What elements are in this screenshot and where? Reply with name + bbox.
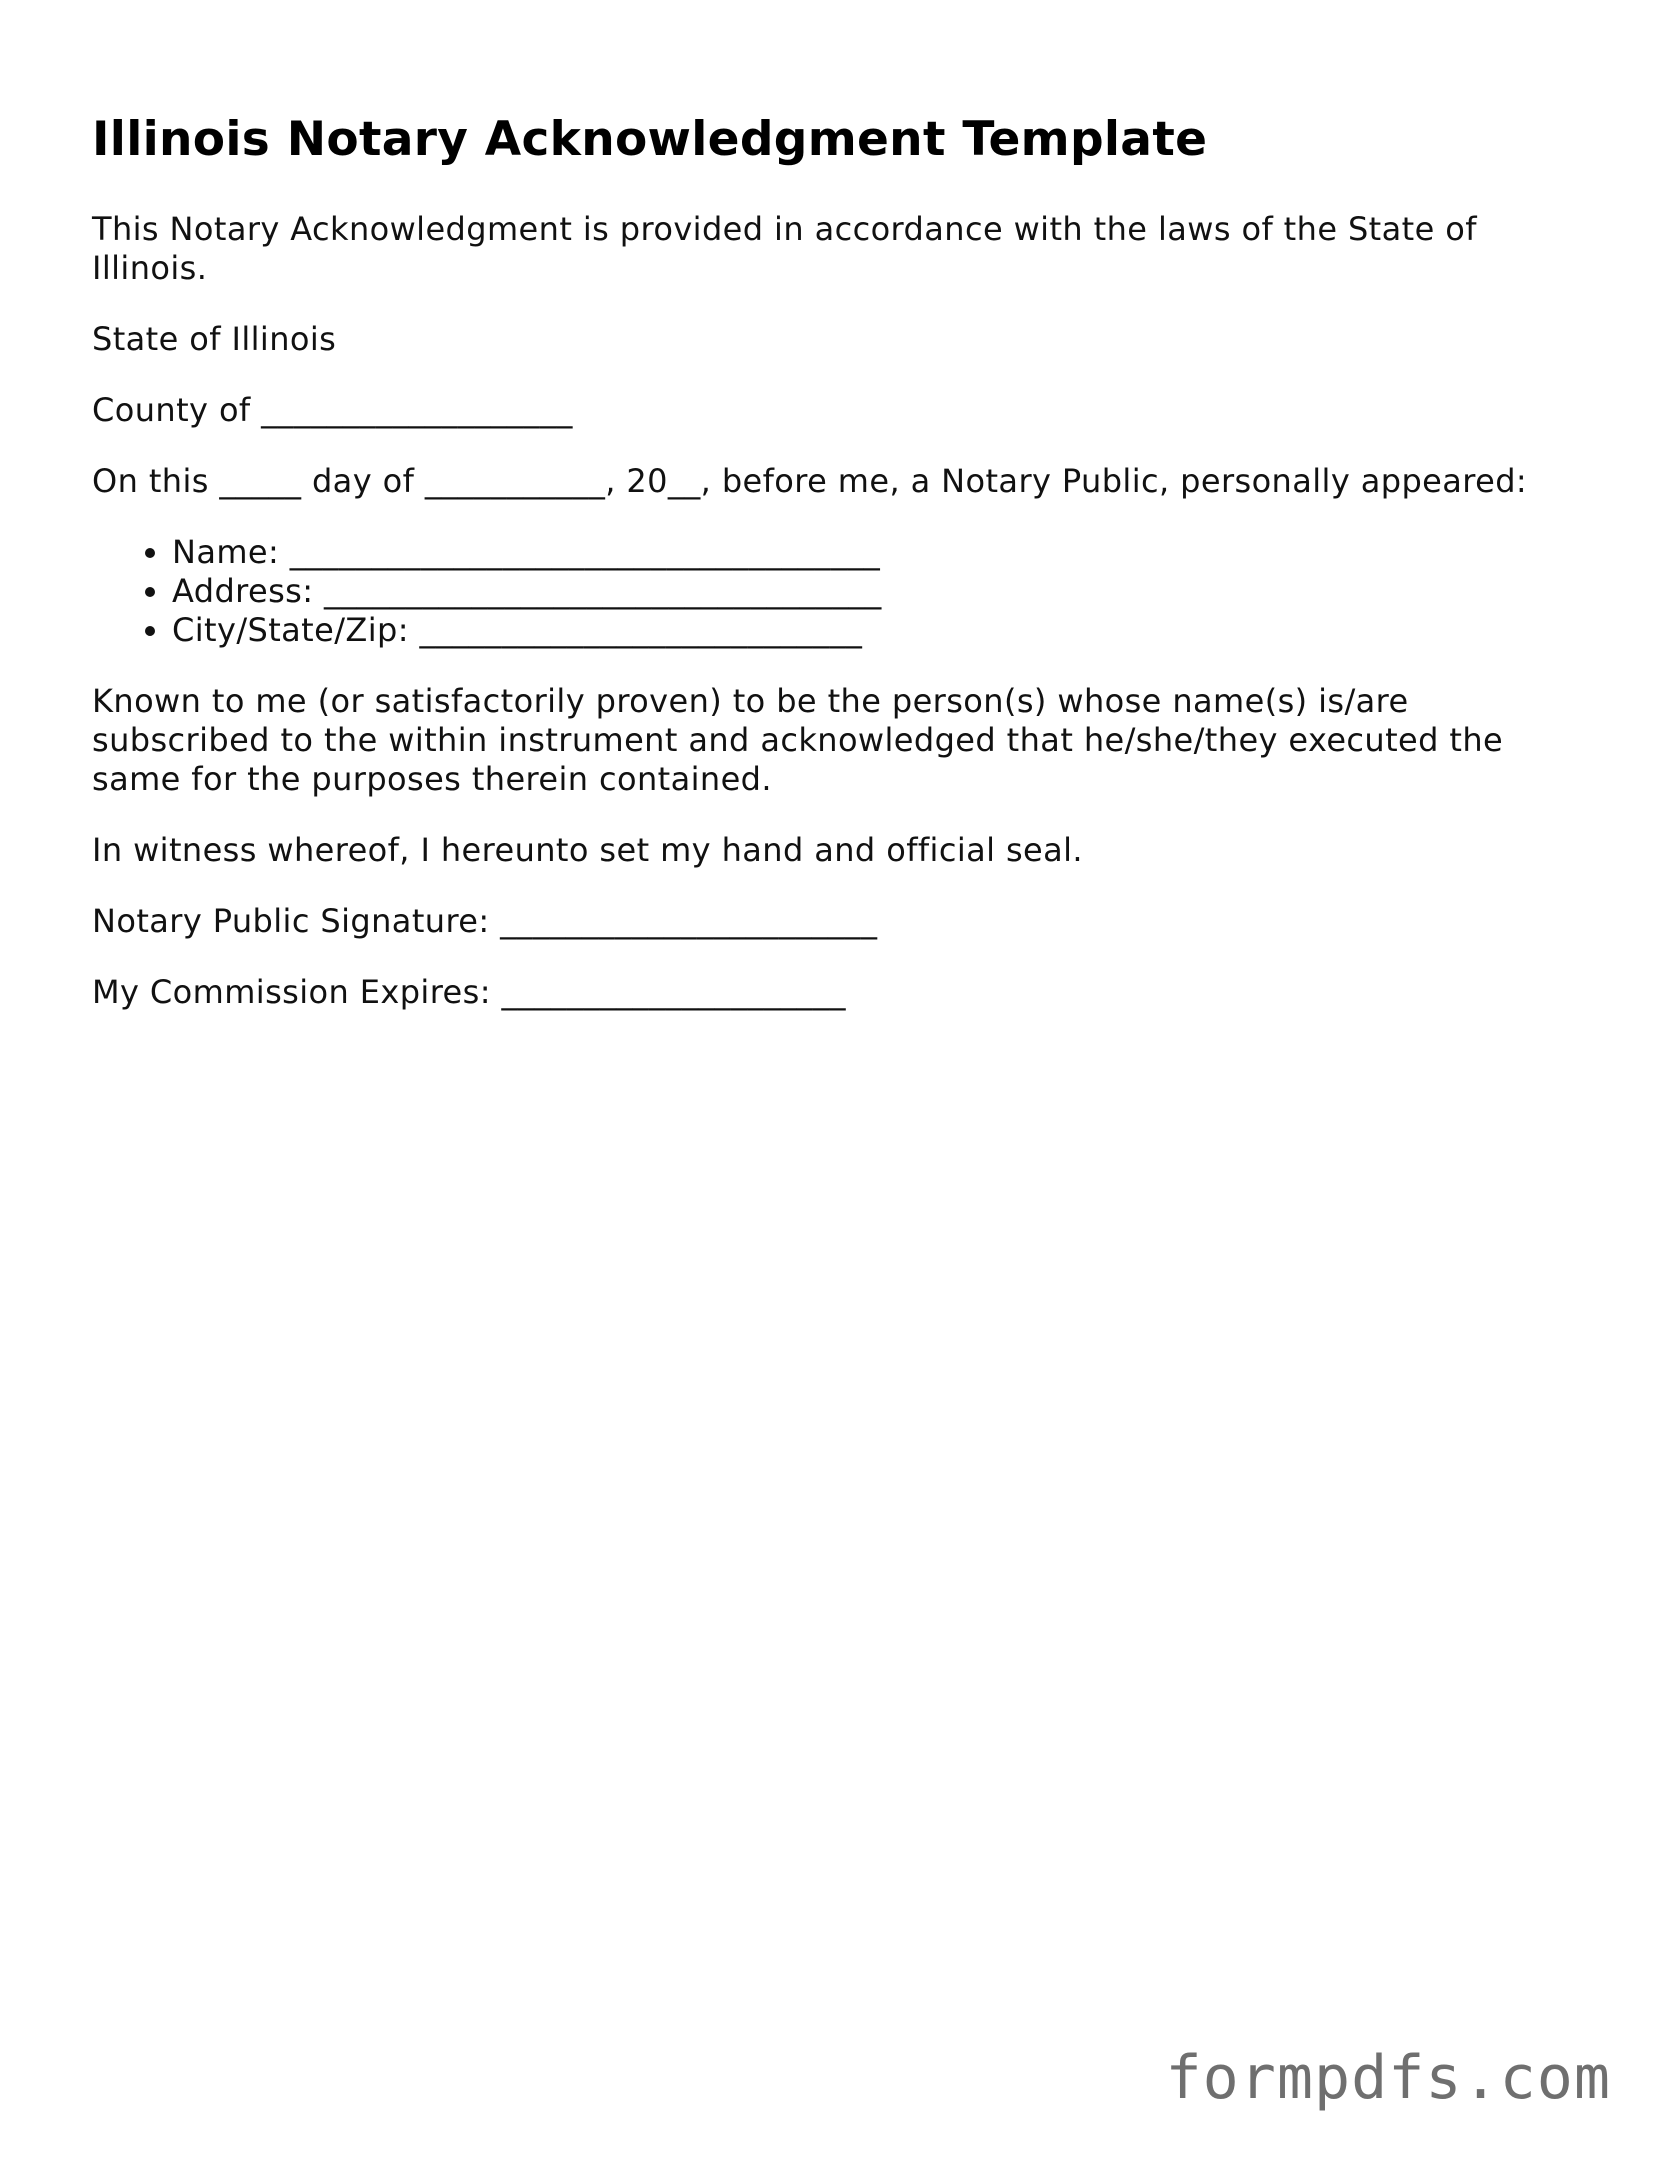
known-statement: Known to me (or satisfactorily proven) to be the person(s) whose name(s) is/are subscribed to the within instrument and acknowledged that he/she/they executed the same for the purposes therein contained. xyxy=(92,682,1504,798)
document-title: Illinois Notary Acknowledgment Template xyxy=(92,112,1208,167)
appearer-fields-list xyxy=(92,533,1572,650)
name-field: • Name: ____________________________________ xyxy=(172,533,1572,572)
county-line: County of ___________________ xyxy=(92,391,573,429)
document-page xyxy=(92,110,1572,1044)
address-field: • Address: __________________________________ xyxy=(172,572,1572,611)
city-state-zip-field: • City/State/Zip: ___________________________ xyxy=(172,611,1572,650)
intro-paragraph: This Notary Acknowledgment is provided in accordance with the laws of the State of Illinois. xyxy=(92,210,1477,287)
date-line: On this _____ day of ___________, 20__, before me, a Notary Public, personally appeared: xyxy=(92,462,1528,500)
watermark: formpdfs.com xyxy=(1165,2043,1611,2113)
signature-line: Notary Public Signature: _______________________ xyxy=(92,902,878,940)
state-line: State of Illinois xyxy=(92,320,337,358)
witness-statement: In witness whereof, I hereunto set my hand and official seal. xyxy=(92,831,1084,869)
commission-line: My Commission Expires: _____________________ xyxy=(92,973,846,1011)
